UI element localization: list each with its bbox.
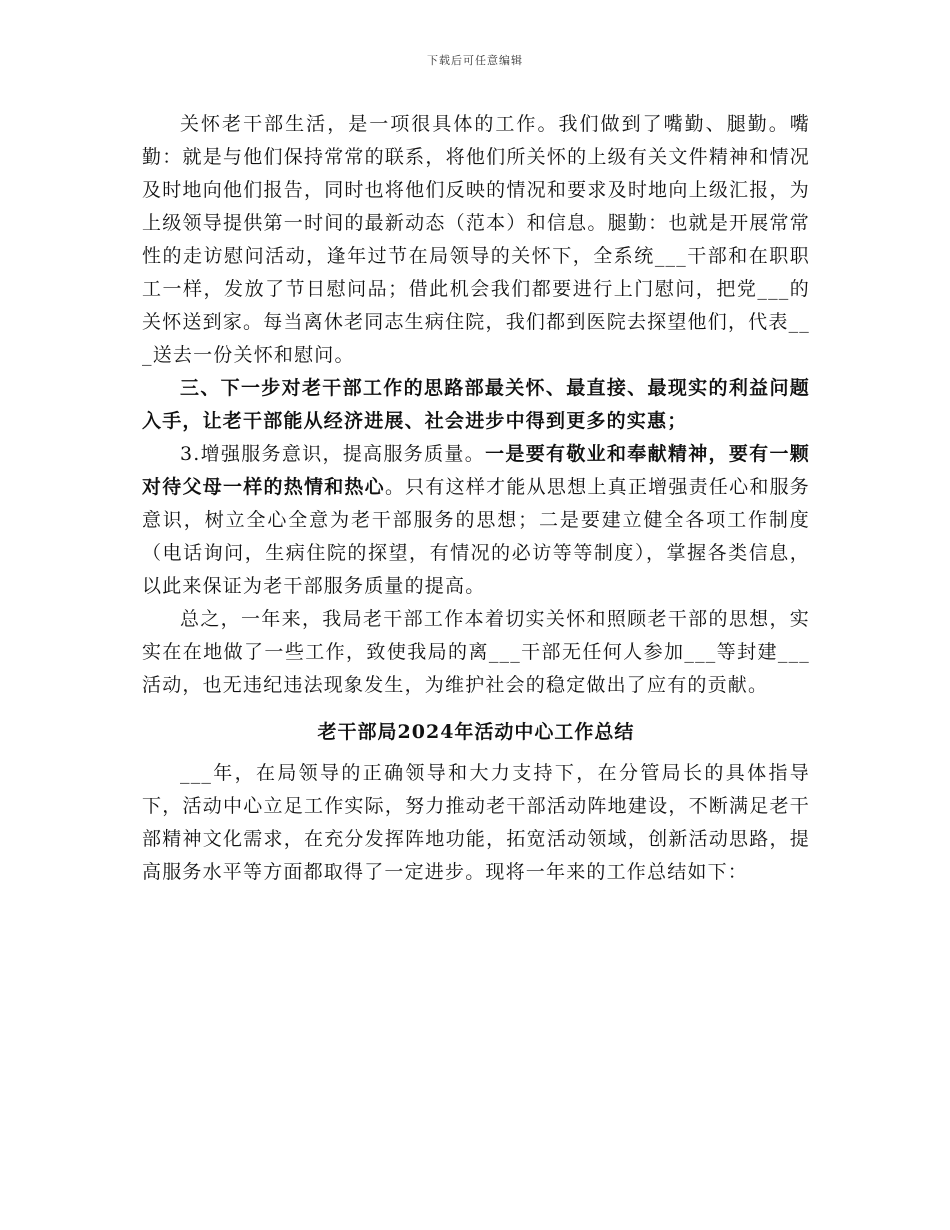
paragraph-activity-center: ___年，在局领导的正确领导和大力支持下，在分管局长的具体指导下，活动中心立足工作实际，努力推动老干部活动阵地建设，不断满足老干部精神文化需求，在充分发挥阵地功能，拓宽活动领域，创新活动思路，提高服务水平等方面都取得了一定进步。现将一年来的工作总结如下： <box>142 762 810 883</box>
paragraph-next-steps: 三、下一步对老干部工作的思路部最关怀、最直接、最现实的利益问题入手，让老干部能从经济进展、社会进步中得到更多的实惠； <box>142 377 810 432</box>
paragraph-summary: 总之，一年来，我局老干部工作本着切实关怀和照顾老干部的思想，实实在在地做了一些工作，致使我局的离___干部无任何人参加___等封建___活动，也无违纪违法现象发生，为维护社会的稳定做出了应有的贡献。 <box>142 608 810 696</box>
page-header: 下载后可任意编辑 <box>427 54 523 67</box>
service-lead-text: 3.增强服务意识，提高服务质量。 <box>180 443 486 465</box>
service-rest-text: 。只有这样才能从思想上真正增强责任心和服务意识，树立全心全意为老干部服务的思想；二是要建立健全各项工作制度（电话询问，生病住院的探望，有情况的必访等等制度），掌握各类信息，以此来保证为老干部服务质量的提高。 <box>142 476 811 597</box>
service-bold-text: 一是要有敬业和奉献精神，要有一颗对待父母一样的热情和热心 <box>142 443 810 498</box>
paragraph-care-work: 关怀老干部生活，是一项很具体的工作。我们做到了嘴勤、腿勤。嘴勤：就是与他们保持常常的联系，将他们所关怀的上级有关文件精神和情况及时地向他们报告，同时也将他们反映的情况和要求及时地向上级汇报，为上级领导提供第一时间的最新动态（范本）和信息。腿勤：也就是开展常常性的走访慰问活动，逢年过节在局领导的关怀下，全系统___干部和在职职工一样，发放了节日慰问品；借此机会我们都要进行上门慰问，把党___的关怀送到家。每当离休老同志生病住院，我们都到医院去探望他们，代表___送去一份关怀和慰问。 <box>142 113 810 366</box>
paragraph-service-awareness <box>142 438 810 603</box>
section-title: 老干部局2024年活动中心工作总结 <box>317 721 635 743</box>
document-body <box>142 108 810 889</box>
